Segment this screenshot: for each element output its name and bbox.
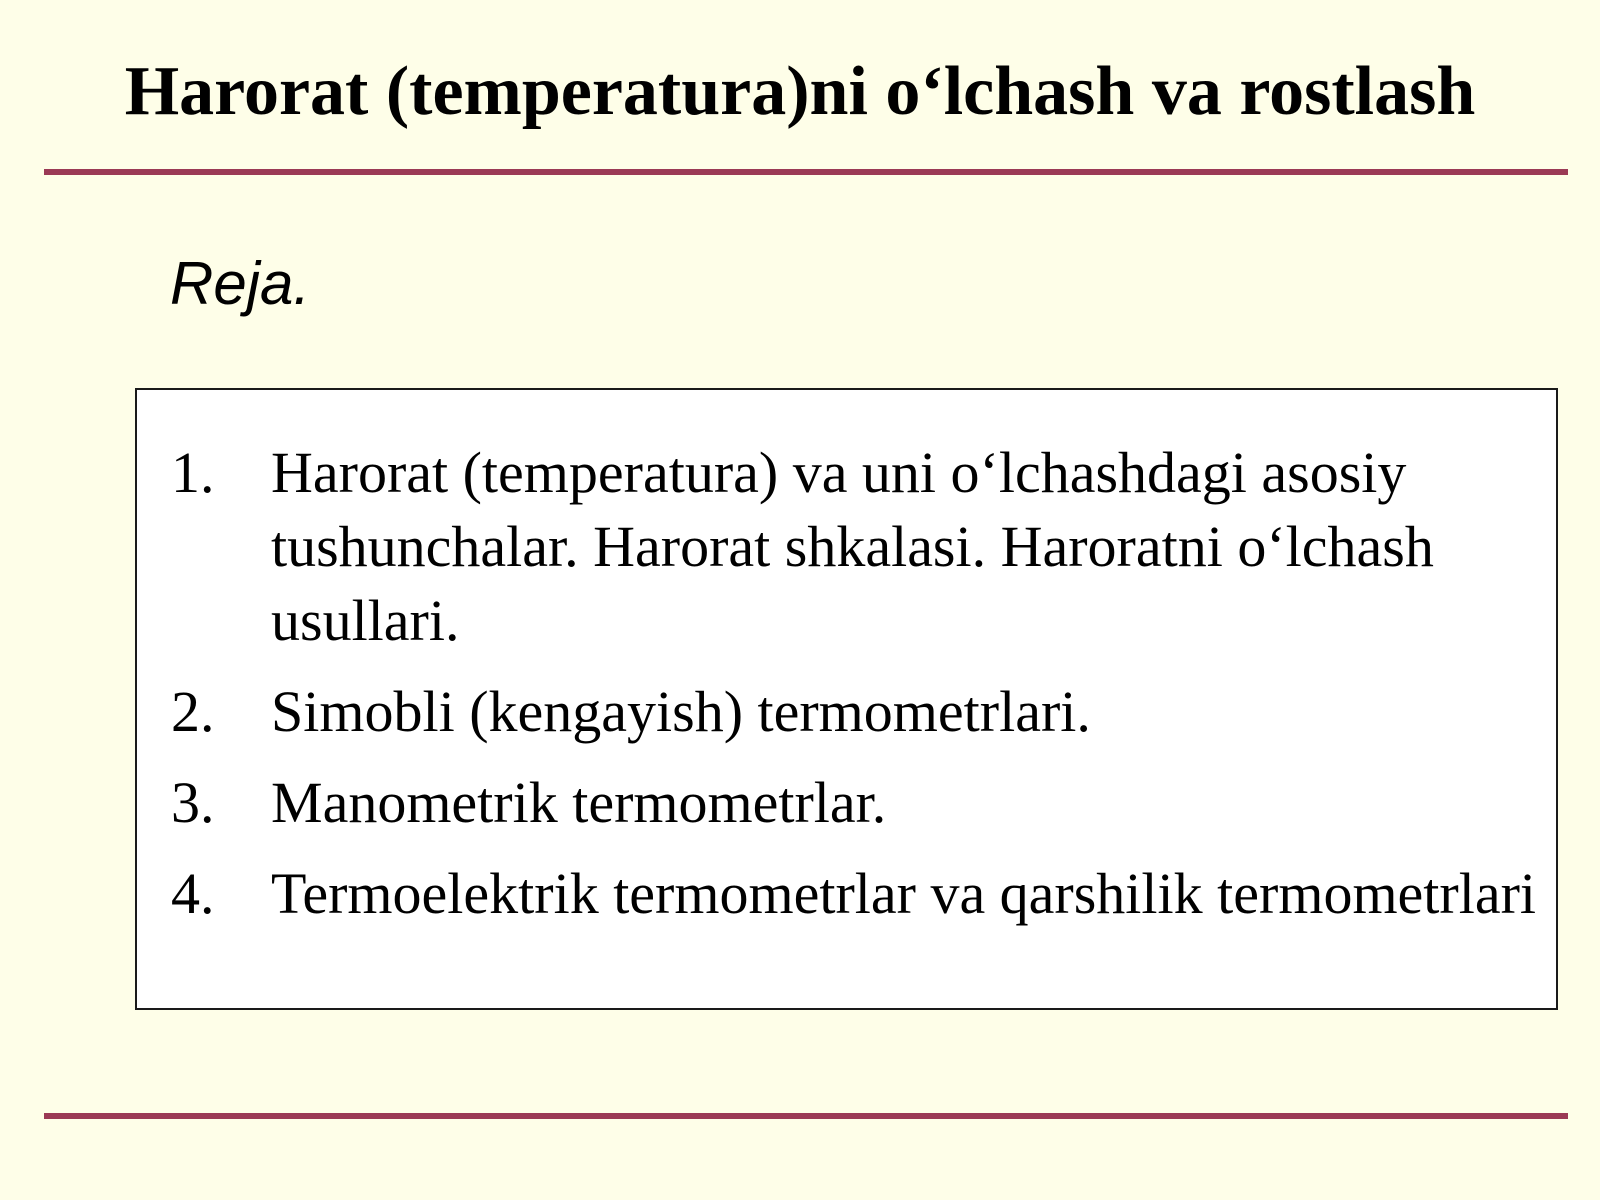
- plan-item-number: 2.: [171, 679, 215, 744]
- plan-list: [171, 436, 1541, 948]
- plan-item-text: Simobli (kengayish) termometrlari.: [271, 679, 1091, 744]
- plan-item-2: [171, 675, 1541, 749]
- bottom-divider: [44, 1113, 1568, 1119]
- plan-item-number: 3.: [171, 770, 215, 835]
- plan-item-number: 4.: [171, 861, 215, 926]
- plan-item-3: [171, 766, 1541, 840]
- slide-title: Harorat (temperatura)ni o‘lchash va rostlash: [124, 53, 1476, 130]
- plan-item-text: Termoelektrik termometrlar va qarshilik termometrlari: [271, 861, 1537, 926]
- plan-item-text: Harorat (temperatura) va uni o‘lchashdagi asosiy tushunchalar. Harorat shkalasi. Haroratni o‘lchash usullari.: [271, 440, 1434, 653]
- top-divider: [44, 169, 1568, 175]
- plan-box: [135, 388, 1558, 1010]
- plan-heading: Reja.: [170, 250, 311, 317]
- plan-item-4: [171, 857, 1541, 931]
- plan-item-1: [171, 436, 1541, 658]
- plan-item-text: Manometrik termometrlar.: [271, 770, 887, 835]
- plan-item-number: 1.: [171, 440, 215, 505]
